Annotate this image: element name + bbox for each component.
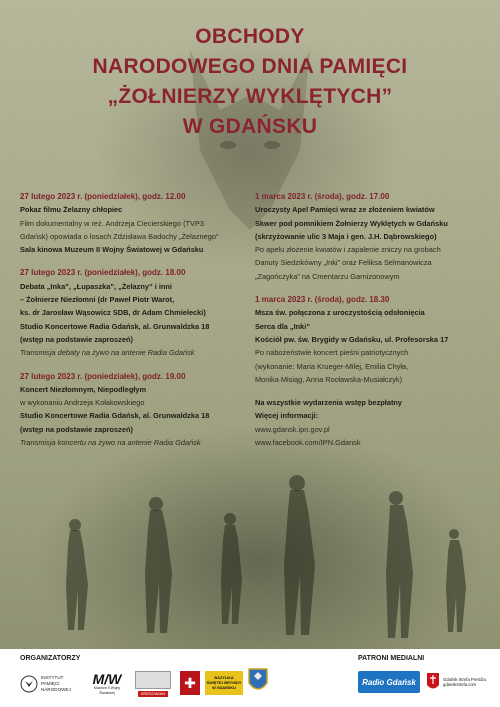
more-info-label: Więcej informacji:: [255, 411, 319, 421]
ipn-eagle-icon: [20, 675, 38, 693]
event-line: ks. dr Jarosław Wąsowicz SDB, dr Adam Chmielecki): [20, 308, 206, 318]
patrons-label: PATRONI MEDIALNI: [358, 655, 425, 662]
poster-title: [0, 22, 500, 142]
event-broadcast: Transmisja debaty na żywo na antenie Radia Gdańsk: [20, 348, 195, 358]
event-line: Film dokumentalny w reż. Andrzeja Ciecierskiego (TVP3: [20, 218, 205, 228]
event-note: (wstęp na podstawie zaproszeń): [20, 334, 133, 344]
event-venue: Skwer pod pomnikiem Żołnierzy Wyklętych w Gdańsku: [255, 218, 448, 228]
title-line-3: „ŻOŁNIERZY WYKLĘTYCH”: [107, 85, 393, 108]
cross-icon: ✚: [184, 675, 196, 691]
event-date: 27 lutego 2023 r. (poniedziałek), godz. 12.00: [20, 192, 186, 201]
event-date: 1 marca 2023 r. (środa), godz. 17.00: [255, 192, 390, 201]
museum-logo[interactable]: [88, 667, 126, 701]
event-line: Po nabożeństwie koncert pieśni patriotycznych: [255, 348, 409, 358]
event-title: Pokaz filmu Żelazny chłopiec: [20, 205, 123, 215]
event-line: Danuty Siedzikówny „Inki” oraz Feliksa Selmanowicza: [255, 258, 432, 268]
event-venue: Studio Koncertowe Radia Gdańsk, al. Grunwaldzka 18: [20, 411, 210, 421]
event-date: 27 lutego 2023 r. (poniedziałek), godz. 19.00: [20, 371, 186, 381]
event-line: w wykonaniu Andrzeja Kołakowskiego: [20, 398, 145, 408]
radio-gdansk-logo-text: Radio Gdańsk: [362, 677, 416, 687]
event-line: (wykonanie: Maria Krueger-Milej, Emilia Chyła,: [255, 361, 409, 371]
event-title: Koncert Niezłomnym, Niepodległym: [20, 384, 147, 394]
soldiers-background-image: [0, 470, 500, 655]
radio-gdansk-logo[interactable]: [358, 671, 420, 693]
event-title: Uroczysty Apel Pamięci wraz ze złożeniem kwiatów: [255, 205, 435, 215]
bazylika-logo[interactable]: [205, 671, 243, 695]
title-line-1: OBCHODY: [195, 25, 305, 48]
gdansk-strefa-logo[interactable]: [426, 667, 492, 697]
event-title: Msza św. połączona z uroczystością odsłonięcia: [255, 308, 425, 318]
event-line: – Żołnierze Niezłomni (dr Paweł Piotr Warot,: [20, 295, 175, 305]
event-block: [255, 293, 485, 386]
event-note: (wstęp na podstawie zaproszeń): [20, 424, 133, 434]
event-line: „Zagończyka” na Cmentarzu Garnizonowym: [255, 271, 400, 281]
kresowian-logo[interactable]: [132, 667, 174, 701]
event-date: 27 lutego 2023 r. (poniedziałek), godz. 18.00: [20, 268, 186, 278]
gdansk-strefa-logo-text: Gdańsk Strefa Prestiżu gdanskstrefa.com: [443, 676, 487, 687]
title-line-4: W GDAŃSKU: [182, 115, 318, 138]
cross-logo[interactable]: [180, 671, 200, 695]
website-link[interactable]: www.gdansk.ipn.gov.pl: [255, 424, 330, 434]
info-block: [255, 396, 485, 449]
event-block: [20, 266, 245, 359]
event-broadcast: Transmisja koncertu na żywo na antenie Radia Gdańsk: [20, 438, 201, 448]
event-date: 1 marca 2023 r. (środa), godz. 18.30: [255, 295, 390, 305]
title-line-2: NARODOWEGO DNIA PAMIĘCI: [92, 55, 408, 78]
kresowian-emblem-icon: [135, 671, 171, 689]
event-line: Monika Misiąg, Anna Rocławska-Musiałczyk): [255, 374, 403, 384]
right-column: [255, 190, 485, 459]
organizers-label: ORGANIZATORZY: [20, 655, 81, 662]
ipn-logo-text: INSTYTUT PAMIĘCI NARODOWEJ: [41, 675, 71, 692]
event-line: Po apelu złożenie kwiatów i zapalenie zniczy na grobach: [255, 245, 441, 255]
coat-of-arms-icon[interactable]: [247, 667, 269, 695]
ipn-logo[interactable]: [20, 669, 82, 699]
footer: [0, 649, 500, 707]
event-venue: Kościół pw. św. Brygidy w Gdańsku, ul. Profesorska 17: [255, 334, 449, 344]
gdansk-crest-icon: [426, 672, 440, 692]
free-entry-note: Na wszystkie wydarzenia wstęp bezpłatny: [255, 398, 403, 408]
bazylika-logo-text: BAZYLIKA ŚWIĘTEJ BRYGIDY W GDAŃSKU: [206, 675, 242, 690]
event-title: Debata „Inka”, „Łupaszka”, „Żelazny” i inni: [20, 281, 172, 291]
museum-logo-text: Muzeum II Wojny Światowej: [93, 686, 121, 695]
kresowian-logo-text: KRESOWIAN: [138, 691, 168, 697]
event-venue: Studio Koncertowe Radia Gdańsk, al. Grunwaldzka 18: [20, 321, 210, 331]
event-block: [255, 190, 485, 283]
event-block: [20, 190, 245, 256]
facebook-link[interactable]: www.facebook.com/IPN.Gdansk: [255, 438, 361, 448]
event-line: Gdańsk) opowiada o losach Zdzisława Badochy „Żelaznego”: [20, 231, 219, 241]
left-column: [20, 190, 245, 459]
museum-logo-mark: M/W: [92, 671, 122, 687]
event-line: (skrzyżowanie ulic 3 Maja i gen. J.H. Dąbrowskiego): [255, 231, 437, 241]
event-title: Serca dla „Inki”: [255, 321, 311, 331]
event-venue: Sala kinowa Muzeum II Wojny Światowej w Gdańsku: [20, 245, 204, 255]
event-block: [20, 370, 245, 450]
